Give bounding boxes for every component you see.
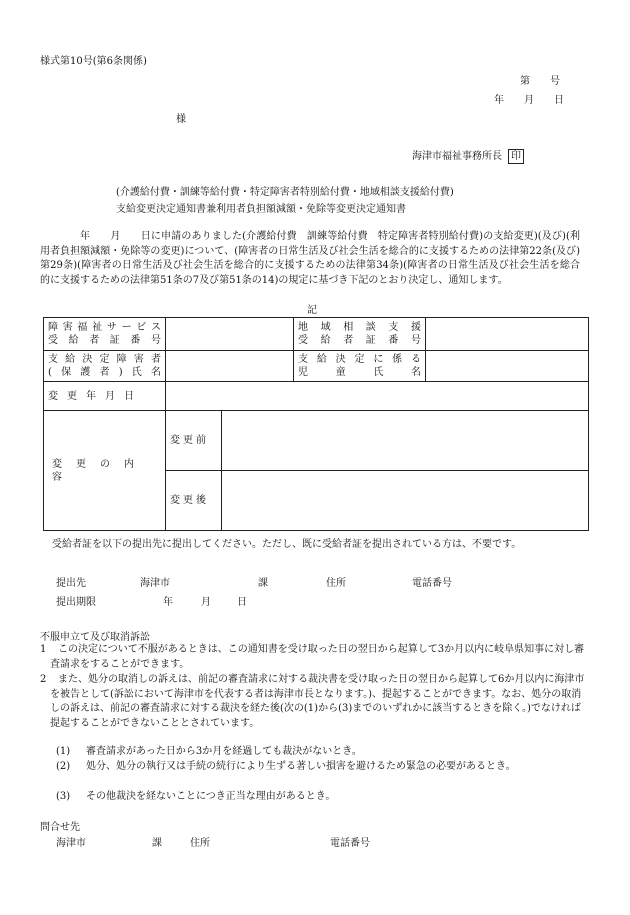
guardian-name-label: 支給決定障害者 (保護者)氏名: [44, 351, 166, 382]
change-content-label: 変更の内容: [44, 411, 166, 531]
contact-address: 住所: [190, 838, 210, 849]
contact-phone: 電話番号: [330, 838, 370, 849]
submission-dest-dept: 課: [258, 578, 268, 589]
contact-heading: 問合せ先: [40, 822, 80, 833]
change-date-label: 変更年月日: [44, 382, 166, 411]
contact-city: 海津市: [56, 838, 86, 849]
community-support-number-value: [426, 318, 589, 351]
deadline-month: 月: [201, 597, 211, 608]
submission-dest-label: 提出先: [56, 578, 86, 589]
table-row: [44, 411, 589, 471]
appeal-item-1: [40, 643, 585, 672]
sub-text: その他裁決を経ないことにつき正当な理由があるとき。: [86, 791, 336, 802]
submission-text: 受給者証を以下の提出先に提出してください。ただし、既に受給者証を提出されている方は、不要です。: [52, 539, 522, 550]
addressee-suffix: 様: [176, 114, 186, 125]
sub-text: 処分、処分の執行又は手続の続行により生ずる著しい損害を避けるため緊急の必要があるとき。: [86, 761, 516, 772]
appeal-item-2: [40, 673, 585, 731]
submission-deadline-label: 提出期限: [56, 597, 96, 608]
after-label: 変更後: [166, 471, 222, 531]
sub-number: (3): [56, 791, 71, 802]
table-row: [44, 382, 589, 411]
form-number: 様式第10号(第6条関係): [40, 56, 147, 67]
sub-number: (1): [56, 746, 71, 757]
appeal-sub-1: [56, 745, 585, 760]
intro-paragraph: [40, 230, 580, 288]
sub-number: (2): [56, 761, 71, 772]
seal-stamp: 印: [508, 149, 524, 164]
intro-prefix: 年 月 日に申請のありました(: [80, 231, 247, 242]
after-value: [222, 471, 589, 531]
table-row: [44, 318, 589, 351]
child-name-label: 支給決定に係る 児 童 氏 名: [294, 351, 426, 382]
guardian-name-value: [166, 351, 294, 382]
item-text: この決定について不服があるときは、この通知書を受け取った日の翌日から起算して3か月以内に岐阜県知事に対し審査請求をすることができます。: [50, 644, 585, 670]
recipient-number-label: 障害福祉サービス 受 給 者 証 番 号: [44, 318, 166, 351]
before-value: [222, 411, 589, 471]
intro-rest: 介護給付費 訓練等給付費 特定障害者特別給付費)の支給変更)(及び)(利用者負担額減額・免除等の変更)について、(障害者の日常生活及び社会生活を総合的に支援するための法律第22条(及び)第29条)(障害者の日常生活及び社会生活を総合的に支援するための法律第34条)(障害者の日常生活及び社会生活を総合的に支援するための法律第51条の7及び第51条の14)の規定に基づき下記のとおり決定し、通知します。: [40, 231, 580, 286]
deadline-year: 年: [163, 597, 173, 608]
ki-label: 記: [307, 305, 317, 316]
table-row: [44, 351, 589, 382]
deadline-day: 日: [237, 597, 247, 608]
item-text: また、処分の取消しの訴えは、前記の審査請求に対する裁決書を受け取った日の翌日から起算して6か月以内に海津市を被告として(訴訟において海津市を代表する者は海津市長となります。)、提起することができます。なお、処分の取消しの訴えは、前記の審査請求に対する裁決を経た後(次の(1)から(3)までのいずれかに該当するときを除く。)でなければ提起することができないこととされています。: [50, 674, 585, 729]
submission-dest-address: 住所: [326, 578, 346, 589]
appeal-sub-3: [56, 790, 585, 805]
contact-dept: 課: [152, 838, 162, 849]
document-number: 第 号: [520, 76, 560, 87]
issuer-name: 海津市福祉事務所長: [412, 151, 502, 162]
title-line-2: 支給変更決定通知書兼利用者負担額減額・免除等変更決定通知書: [116, 204, 406, 215]
submission-dest-phone: 電話番号: [412, 578, 452, 589]
submission-dest-city: 海津市: [140, 578, 170, 589]
item-number: 1: [40, 644, 47, 655]
community-support-number-label: 地 域 相 談 支 援 受 給 者 証 番 号: [294, 318, 426, 351]
change-date-value: [166, 382, 589, 411]
sub-text: 審査請求があった日から3か月を経過しても裁決がないとき。: [86, 746, 362, 757]
decision-table: [43, 317, 589, 531]
child-name-value: [426, 351, 589, 382]
recipient-number-value: [166, 318, 294, 351]
issue-date: 年 月 日: [494, 95, 564, 106]
appeal-sub-2: [56, 760, 585, 775]
appeal-heading: 不服申立て及び取消訴訟: [40, 632, 150, 643]
title-line-1: (介護給付費・訓練等給付費・特定障害者特別給付費・地域相談支援給付費): [116, 187, 454, 198]
before-label: 変更前: [166, 411, 222, 471]
issuer: [412, 147, 524, 164]
item-number: 2: [40, 674, 47, 685]
